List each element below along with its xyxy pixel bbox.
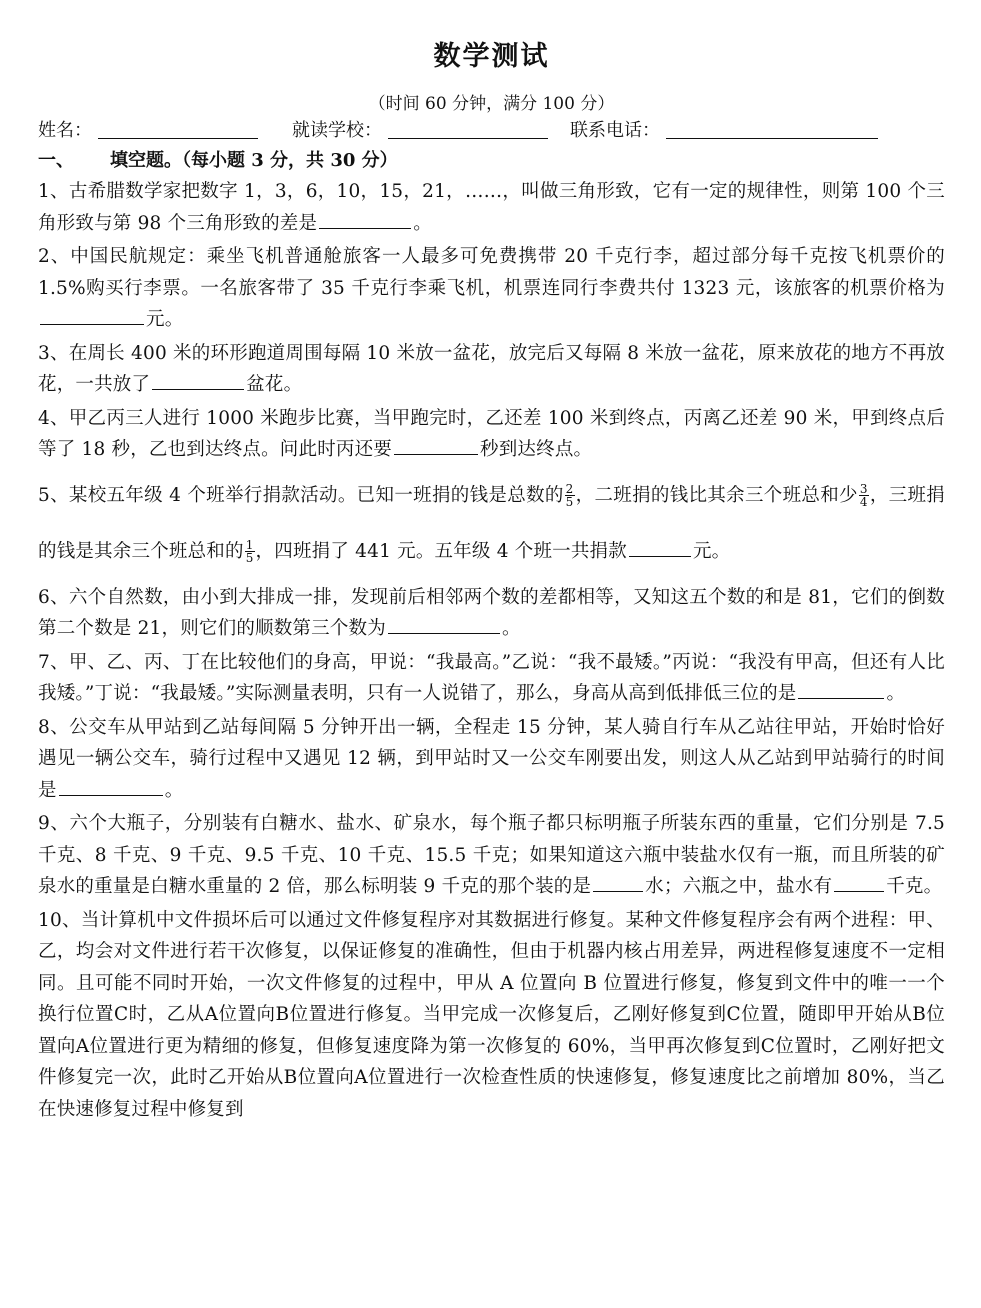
q5-fraction-1-numerator: 2 <box>565 482 574 496</box>
question-5 <box>38 468 945 580</box>
question-3 <box>38 338 945 401</box>
q8-answer-blank[interactable] <box>59 775 163 796</box>
q5-fraction-3-numerator: 1 <box>245 538 254 552</box>
q1-text-end: 。 <box>413 212 432 234</box>
name-blank[interactable] <box>98 116 258 139</box>
q9-text-2: 水；六瓶之中，盐水有 <box>645 876 833 897</box>
exam-title: 数学测试 <box>433 41 550 72</box>
q3-text: 3、在周长 400 米的环形跑道周围每隔 10 米放一盆花，放完后又每隔 8 米放一盆花，原来放花的地方不再放花，一共放了 <box>38 342 945 395</box>
q5-fraction-1 <box>565 483 575 508</box>
q7-text-end: 。 <box>886 683 906 704</box>
q5-text-end: 元。 <box>692 540 731 562</box>
q9-answer-blank-2[interactable] <box>834 871 884 892</box>
question-2 <box>38 241 945 336</box>
q2-text: 2、中国民航规定：乘坐飞机普通舱旅客一人最多可免费携带 20 千克行李，超过部分每千克按飞机票价的 1.5%购买行李票。一名旅客带了 35 千克行李乘飞机，机票连同行李费共付 1323 元，该旅客的机票价格为 <box>38 246 945 299</box>
q5-text-4: ，四班捐了 441 元。五年级 4 个班一共捐款 <box>255 540 627 562</box>
q3-answer-blank[interactable] <box>152 369 244 390</box>
q5-fraction-3-denominator: 5 <box>245 551 254 565</box>
section-number: 一、 <box>38 150 74 171</box>
name-label: 姓名： <box>38 120 92 141</box>
q6-answer-blank[interactable] <box>388 613 500 634</box>
question-8 <box>38 712 945 807</box>
q2-text-end: 元。 <box>146 309 184 330</box>
q7-text: 7、甲、乙、丙、丁在比较他们的身高，甲说：“我最高。”乙说：“我不最矮。”丙说：“我没有甲高，但还有人比我矮。”丁说：“我最矮。”实际测量表明，只有一人说错了，那么，身高从高到低排低三位的是 <box>38 651 945 704</box>
question-10 <box>38 905 945 1126</box>
question-4 <box>38 403 945 466</box>
q5-text-3: ，三班捐的钱是其余三个班总和的 <box>38 484 945 562</box>
question-9 <box>38 808 945 903</box>
q2-answer-blank[interactable] <box>40 304 144 325</box>
q6-text-end: 。 <box>501 618 521 639</box>
q5-fraction-2-numerator: 3 <box>859 482 868 496</box>
school-label: 就读学校： <box>292 120 382 141</box>
question-7 <box>38 647 945 710</box>
q5-fraction-3 <box>245 539 255 564</box>
phone-blank[interactable] <box>666 116 878 139</box>
q10-text: 10、当计算机中文件损坏后可以通过文件修复程序对其数据进行修复。某种文件修复程序会有两个进程：甲、乙，均会对文件进行若干次修复，以保证修复的准确性，但由于机器内核占用差异，两进程修复速度不一定相同。且可能不同时开始，一次文件修复的过程中，甲从 A 位置向 B 位置进行修复，修复到文件中的唯一一个换行位置C时，乙从A位置向B位置进行修复。当甲完成一次修复后，乙刚好修复到C位置，随即甲开始从B位置向A位置进行更为精细的修复，但修复速度降为第一次修复的 60%，当甲再次修复到C位置时，乙刚好把文件修复完一次，此时乙开始从B位置向A位置进行一次检查性质的快速修复，修复速度比之前增加 80%，当乙在快速修复过程中修复到 <box>38 909 945 1120</box>
q6-text: 6、六个自然数，由小到大排成一排，发现前后相邻两个数的差都相等，又知这五个数的和是 81，它们的倒数第二个数是 21，则它们的顺数第三个数为 <box>38 586 945 639</box>
q9-answer-blank-1[interactable] <box>593 871 643 892</box>
q5-fraction-2 <box>859 483 869 508</box>
section-heading <box>38 146 945 176</box>
q4-text: 4、甲乙丙三人进行 1000 米跑步比赛，当甲跑完时，乙还差 100 米到终点，丙离乙还差 90 米，甲到终点后等了 18 秒，乙也到达终点。问此时丙还要 <box>38 407 945 460</box>
question-6 <box>38 582 945 645</box>
q1-text: 1、古希腊数学家把数字 1，3，6，10，15，21，……，叫做三角形致，它有一定的规律性，则第 100 个三角形致与第 98 个三角形致的差是 <box>38 181 945 234</box>
q9-text-end: 千克。 <box>886 876 943 897</box>
q5-fraction-2-denominator: 4 <box>859 495 868 509</box>
phone-label: 联系电话： <box>570 120 660 141</box>
q5-text: 5、某校五年级 4 个班举行捐款活动。已知一班捐的钱是总数的 <box>38 484 564 506</box>
q4-answer-blank[interactable] <box>394 434 478 455</box>
q8-text-end: 。 <box>164 779 184 801</box>
student-info-row <box>38 116 945 146</box>
school-blank[interactable] <box>388 116 548 139</box>
section-title: 填空题。（每小题 3 分，共 30 分） <box>110 150 398 171</box>
q3-text-end: 盆花。 <box>246 374 303 395</box>
q1-answer-blank[interactable] <box>319 208 411 229</box>
exam-subtitle: （时间 60 分钟，满分 100 分） <box>368 94 615 114</box>
q9-text: 9、六个大瓶子，分别装有白糖水、盐水、矿泉水，每个瓶子都只标明瓶子所装东西的重量，它们分别是 7.5 千克、8 千克、9 千克、9.5 千克、10 千克、15.5 千克；如果知道这六瓶中装盐水仅有一瓶，而且所装的矿泉水的重量是白糖水重量的 2 倍，那么标明装 9 千克的那个装的是 <box>38 813 945 897</box>
q7-answer-blank[interactable] <box>798 678 884 699</box>
question-1 <box>38 176 945 239</box>
q5-text-2: ，二班捐的钱比其余三个班总和少 <box>575 484 858 506</box>
q5-answer-blank[interactable] <box>629 536 691 557</box>
q5-fraction-1-denominator: 5 <box>565 495 574 509</box>
q4-text-end: 秒到达终点。 <box>480 439 593 460</box>
q8-text: 8、公交车从甲站到乙站每间隔 5 分钟开出一辆，全程走 15 分钟，某人骑自行车从乙站往甲站，开始时恰好遇见一辆公交车，骑行过程中又遇见 12 辆，到甲站时又一公交车刚要出发，则这人从乙站到甲站骑行的时间是 <box>38 716 945 801</box>
